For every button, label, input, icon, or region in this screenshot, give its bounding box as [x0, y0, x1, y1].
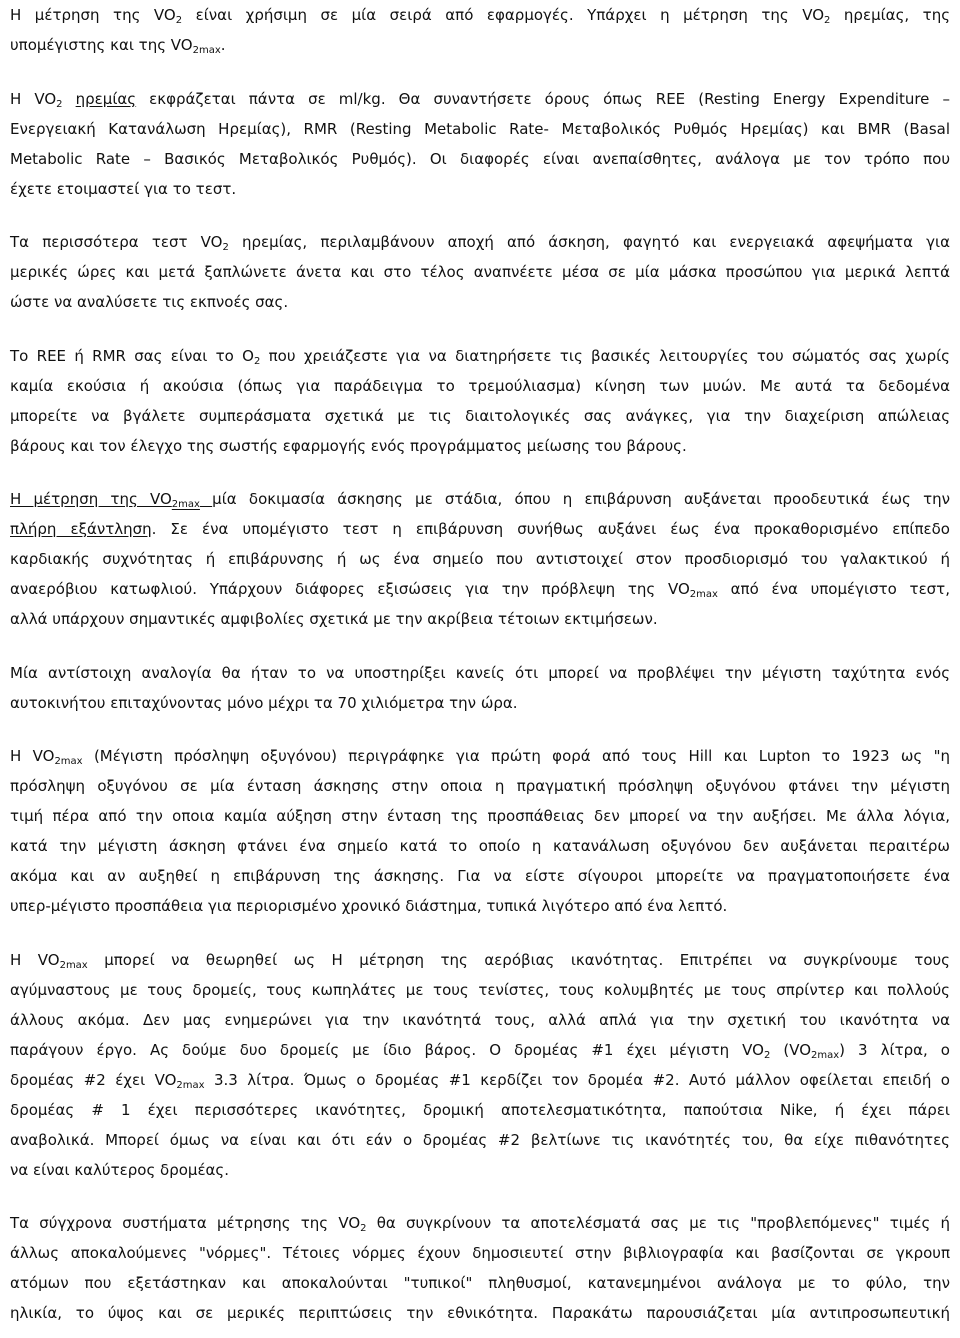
paragraph [10, 1208, 950, 1328]
text-run: (VO [770, 1040, 811, 1059]
text-run: δρομέας # 1 έχει περισσότερες ικανότητες, δρομική αποτελεσματικότητα, παπούτσια Nike, ή έχει πάρει [10, 1100, 950, 1119]
text-line [10, 741, 950, 771]
text-line [10, 144, 950, 174]
text-line [10, 514, 950, 544]
text-run: βάρους και τον έλεγχο της σωστής εφαρμογής ενός προγράμματος μείωσης του βάρους. [10, 436, 687, 455]
paragraph [10, 84, 950, 204]
text-run: ηρεμίας, της [830, 6, 951, 24]
text-line [10, 1035, 950, 1065]
text-run: Μία αντίστοιχη αναλογία θα ήταν το να υποστηρίξει κανείς ότι μπορεί να προβλέψει την μέγιστη ταχύτητα ενός [10, 663, 950, 682]
underlined-text: Η μέτρηση της VO [10, 490, 172, 508]
text-run: αυτοκινήτου επιταχύνοντας μόνο μέχρι τα 70 χιλιόμετρα την ώρα. [10, 693, 518, 712]
text-run: αλλά υπάρχουν σημαντικές αμφιβολίες σχετικά με την ακρίβεια τέτοιων εκτιμήσεων. [10, 610, 658, 628]
text-run: μπορεί να θεωρηθεί ως Η μέτρηση της αερόβιας ικανότητας. Επιτρέπει να συγκρίνουμε τους [87, 950, 950, 969]
text-line [10, 945, 950, 975]
text-run: Ενεργειακή Κατανάλωση Ηρεμίας), RMR (Resting Metabolic Rate- Μεταβολικός Ρυθμός Ηρεμίας) και BMR (Basal [10, 119, 950, 138]
text-line [10, 574, 950, 604]
text-line [10, 431, 950, 461]
text-run: υπομέγιστης και της VO [10, 36, 193, 54]
subscript: 2 [253, 355, 261, 367]
text-line [10, 371, 950, 401]
text-line [10, 1298, 950, 1328]
text-run: Το REE ή RMR σας είναι το O [10, 346, 254, 365]
text-run: Metabolic Rate – Βασικός Μεταβολικός Ρυθμός). Οι διαφορές είναι ανεπαίσθητες, ανάλογα με τον τρόπο που [10, 149, 950, 168]
text-run: αγύμναστους με τους δρομείς, τους κωπηλάτες με τους τενίστες, τους κολυμβητές με τους σπρίντερ και πολλούς [10, 980, 950, 999]
text-run: έχετε ετοιμαστεί για το τεστ. [10, 179, 237, 198]
text-run: μπορείτε να βγάλετε συμπεράσματα σχετικά με τις διαιτολογικές σας ανάγκες, για την διαχείριση απώλειας [10, 406, 950, 425]
paragraph [10, 0, 950, 60]
text-line [10, 604, 950, 634]
text-run: που χρειάζεστε για να διατηρήσετε τις βασικές λειτουργίες του σώματός σας χωρίς [260, 346, 950, 365]
text-line [10, 1155, 950, 1185]
text-line [10, 771, 950, 801]
text-run: Τα περισσότερα τεστ VO [10, 233, 223, 251]
text-run: θα συγκρίνουν τα αποτελέσματά σας με τις "προβλεπόμενες" τιμές ή [366, 1214, 950, 1232]
text-run: ηρεμίας, περιλαμβάνουν αποχή από άσκηση, φαγητό και ενεργειακά αφεψήματα για [228, 233, 950, 251]
text-run: καμία εκούσια ή ακούσια (όπως για παράδειγμα το τρεμούλιασμα) κίνηση των μυών. Με αυτά τα δεδομένα [10, 376, 950, 395]
text-run: ) 3 λίτρα, ο [839, 1040, 950, 1059]
subscript: 2max [192, 45, 221, 56]
text-line [10, 861, 950, 891]
subscript: 2 [824, 15, 831, 26]
subscript: 2max [176, 1079, 205, 1091]
text-line [10, 1268, 950, 1298]
text-line [10, 1125, 950, 1155]
text-run: Η VO [10, 89, 57, 108]
paragraph [10, 945, 950, 1185]
text-line [10, 688, 950, 718]
text-line [10, 257, 950, 287]
subscript: 2 [56, 98, 63, 110]
text-run: Η VO [10, 747, 55, 765]
text-run: άλλους ακόμα. Δεν μας ενημερώνει για την ικανότητά τους, αλλά απλά για την σχετική του ικανότητα να [10, 1010, 950, 1029]
text-line [10, 114, 950, 144]
text-line [10, 30, 950, 60]
text-run: τιμή πέρα από την οποια καμία αύξηση στην ένταση της προσπάθειας δεν μπορεί να την αυξήσει. Με άλλα λόγια, [10, 807, 950, 825]
text-run: 3.3 λίτρα. Όμως ο δρομέας #1 κερδίζει τον δρομέα #2. Αυτό μάλλον οφείλεται επειδή ο [204, 1070, 950, 1089]
text-run: . Σε ένα υπομέγιστο τεστ η επιβάρυνση συνήθως αυξάνει έως ένα προκαθορισμένο επίπεδο [151, 520, 950, 538]
text-line [10, 227, 950, 257]
text-run: ηλικία, το ύψος και σε μερικές περιπτώσεις την εθνικότητα. Παρακάτω παρουσιάζεται μία αντιπροσωπευτική [10, 1304, 950, 1322]
paragraph [10, 227, 950, 317]
text-line [10, 975, 950, 1005]
text-line [10, 1208, 950, 1238]
text-run: μία δοκιμασία άσκησης με στάδια, όπου η επιβάρυνση αυξάνεται προοδευτικά έως την [212, 490, 950, 508]
subscript: 2max [54, 756, 83, 767]
text-run: είναι χρήσιμη σε μία σειρά από εφαρμογές. Υπάρχει η μέτρηση της VO [182, 6, 825, 24]
text-line [10, 401, 950, 431]
text-run: Η VO [10, 950, 60, 969]
text-line [10, 1095, 950, 1125]
subscript: 2max [171, 499, 200, 510]
text-line [10, 1005, 950, 1035]
subscript: 2 [360, 1223, 367, 1234]
text-line [10, 484, 950, 514]
text-line [10, 891, 950, 921]
paragraph [10, 484, 950, 634]
text-run: ατόμων που εξετάστηκαν και αποκαλούνται "τυπικοί" πληθυσμοί, κατανεμημένοι ανάλογα με το φύλο, την [10, 1274, 950, 1292]
text-line [10, 174, 950, 204]
text-line [10, 341, 950, 371]
subscript: 2max [811, 1049, 840, 1061]
paragraph [10, 341, 950, 461]
text-run: εκφράζεται πάντα σε ml/kg. Θα συναντήσετε όρους όπως REE (Resting Energy Expenditure – [136, 89, 950, 108]
text-line [10, 658, 950, 688]
underlined-text: ηρεμίας [75, 89, 137, 108]
text-run: αναερόβιου κατωφλιού. Υπάρχουν διάφορες εξισώσεις για την πρόβλεψη της VO [10, 580, 690, 598]
text-line [10, 1238, 950, 1268]
text-line [10, 84, 950, 114]
text-line [10, 287, 950, 317]
text-run: ακόμα και αν αυξηθεί η επιβάρυνση της άσκησης. Για να είστε σίγουροι μπορείτε να πραγματοποιήσετε ένα [10, 867, 950, 885]
text-line [10, 1065, 950, 1095]
text-run: να είναι καλύτερος δρομέας. [10, 1160, 230, 1179]
subscript: 2 [175, 15, 183, 26]
text-run: άλλως αποκαλούμενες "νόρμες". Τέτοιες νόρμες έχουν δημοσιευτεί στην βιβλιογραφία και βασίζονται σε γκρουπ [10, 1244, 950, 1262]
underlined-text: πλήρη εξάντληση [10, 520, 152, 538]
subscript: 2 [763, 1049, 771, 1061]
text-line [10, 801, 950, 831]
text-run [63, 90, 76, 108]
text-run: ώστε να αναλύσετε τις εκπνοές σας. [10, 293, 289, 311]
text-line [10, 0, 950, 30]
text-run: καρδιακής συχνότητας ή επιβάρυνσης ή ως ένα σημείο που αντιστοιχεί στον προσδιορισμό του γαλακτικού ή [10, 550, 950, 568]
paragraph [10, 658, 950, 718]
text-run: υπερ-μέγιστο προσπάθεια για περιορισμένο χρονικό διάστημα, τυπικά λιγότερο από ένα λεπτό. [10, 897, 728, 915]
text-run: (Μέγιστη πρόσληψη οξυγόνου) περιγράφηκε για πρώτη φορά από τους Hill και Lupton το 1923 ως "η [82, 747, 950, 765]
subscript: 2max [59, 959, 88, 971]
text-run: . [220, 36, 226, 54]
text-line [10, 544, 950, 574]
text-run: αναβολικά. Μπορεί όμως να είναι και ότι εάν ο δρομέας #2 βελτίωνε τις ικανότητές του, θα είχε πιθανότητες [10, 1130, 950, 1149]
subscript: 2max [689, 589, 718, 600]
text-run: Τα σύγχρονα συστήματα μέτρησης της VO [10, 1214, 361, 1232]
text-line [10, 831, 950, 861]
text-run: δρομέας #2 έχει VO [10, 1070, 177, 1089]
text-run: από ένα υπομέγιστο τεστ, [717, 580, 950, 598]
subscript: 2 [222, 242, 229, 253]
paragraph [10, 741, 950, 921]
text-run: κατά την μέγιστη άσκηση φτάνει ένα σημείο κατά το οποίο η κατανάλωση οξυγόνου δεν αυξάνεται περαιτέρω [10, 837, 950, 855]
text-run: παράγουν έργο. Ας δούμε δυο δρομείς με ίδιο βάρος. Ο δρομέας #1 έχει μέγιστη VO [10, 1040, 764, 1059]
text-run: μερικές ώρες και μετά ξαπλώνετε άνετα και στο τέλος αναπνέετε μέσα σε μία μάσκα προσώπου για μερικά λεπτά [10, 263, 950, 281]
underlined-text [200, 490, 212, 508]
text-run: Η μέτρηση της VO [10, 6, 176, 24]
text-run: πρόσληψη οξυγόνου σε μία ένταση άσκησης στην οποια η πραγματική πρόσληψη οξυγόνου φτάνει την μέγιστη [10, 777, 950, 795]
